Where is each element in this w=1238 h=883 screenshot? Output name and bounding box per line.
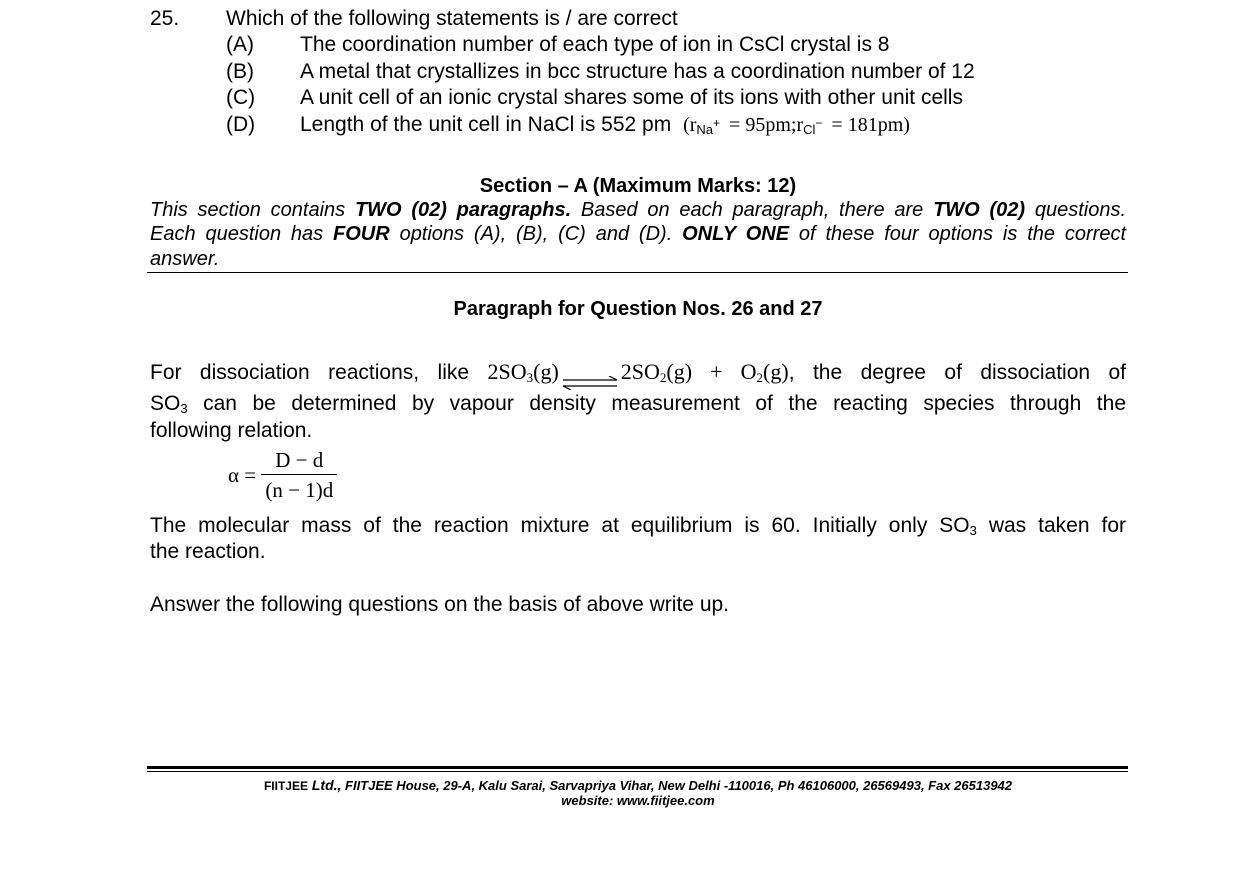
paragraph-line1: For dissociation reactions, like $2SO_3(g) 2SO_2(g) + O_2(g)$, the degree of dissociation of (150, 356, 1126, 388)
footer-website: website: www.fiitjee.com (561, 793, 715, 808)
footer-brand: FIITJEE (263, 779, 308, 793)
footer-rule-thin (147, 771, 1128, 772)
question-number: 25. (150, 7, 180, 30)
footer-rule-thick (147, 766, 1128, 769)
dissociation-equation: $2SO_3(g) 2SO_2(g) + O_2(g)$ (488, 359, 789, 384)
option-label-c: (C) (226, 86, 256, 109)
option-text-c: A unit cell of an ionic crystal shares some of its ions with other unit cells (300, 86, 963, 109)
ionic-radii-formula: ($r_{Na^+}$ = $95pm;r_{Cl^-} = 181pm$) (683, 114, 910, 137)
option-label-b: (B) (226, 60, 254, 83)
option-text-d: Length of the unit cell in NaCl is 552 pm (300, 113, 672, 136)
question-text: Which of the following statements is / are correct (226, 7, 678, 30)
paragraph-line5: the reaction. (150, 540, 266, 563)
paragraph-heading: Paragraph for Question Nos. 26 and 27 (453, 298, 823, 320)
fraction-denominator: (n − 1)d (265, 478, 334, 502)
section-divider (147, 272, 1128, 273)
paragraph-line4: The molecular mass of the reaction mixture at equilibrium is 60. Initially only $SO_3$ was taken for (150, 514, 1126, 538)
option-text-a: The coordination number of each type of ion in CsCl crystal is 8 (300, 33, 890, 56)
section-title: Section – A (Maximum Marks: 12) (479, 175, 797, 197)
footer-address: FIITJEE Ltd., FIITJEE House, 29-A, Kalu Sarai, Sarvapriya Vihar, New Delhi -110016, Ph 46106000, 26569493, Fax 26513942 (263, 777, 1013, 793)
paragraph-line3: following relation. (150, 419, 313, 442)
option-label-a: (A) (226, 33, 254, 56)
alpha-relation (228, 446, 337, 505)
equilibrium-arrow-icon (561, 367, 619, 381)
section-instructions-line1: This section contains TWO (02) paragraphs. Based on each paragraph, there are TWO (02) questions. (150, 199, 1126, 221)
option-label-d: (D) (226, 113, 256, 136)
alpha-symbol: α = (228, 463, 257, 487)
section-instructions-line2: Each question has FOUR options (A), (B), (C) and (D). ONLY ONE of these four options is the correct (150, 223, 1127, 245)
paragraph-line2: $SO_3$ can be determined by vapour density measurement of the reacting species through the (150, 392, 1126, 416)
option-text-d-row (300, 112, 910, 138)
alpha-fraction (261, 446, 337, 505)
option-text-b: A metal that crystallizes in bcc structure has a coordination number of 12 (300, 60, 975, 83)
paragraph-line6: Answer the following questions on the basis of above write up. (150, 593, 730, 616)
section-instructions-line3: answer. (150, 248, 220, 270)
fraction-numerator: D − d (261, 446, 337, 475)
